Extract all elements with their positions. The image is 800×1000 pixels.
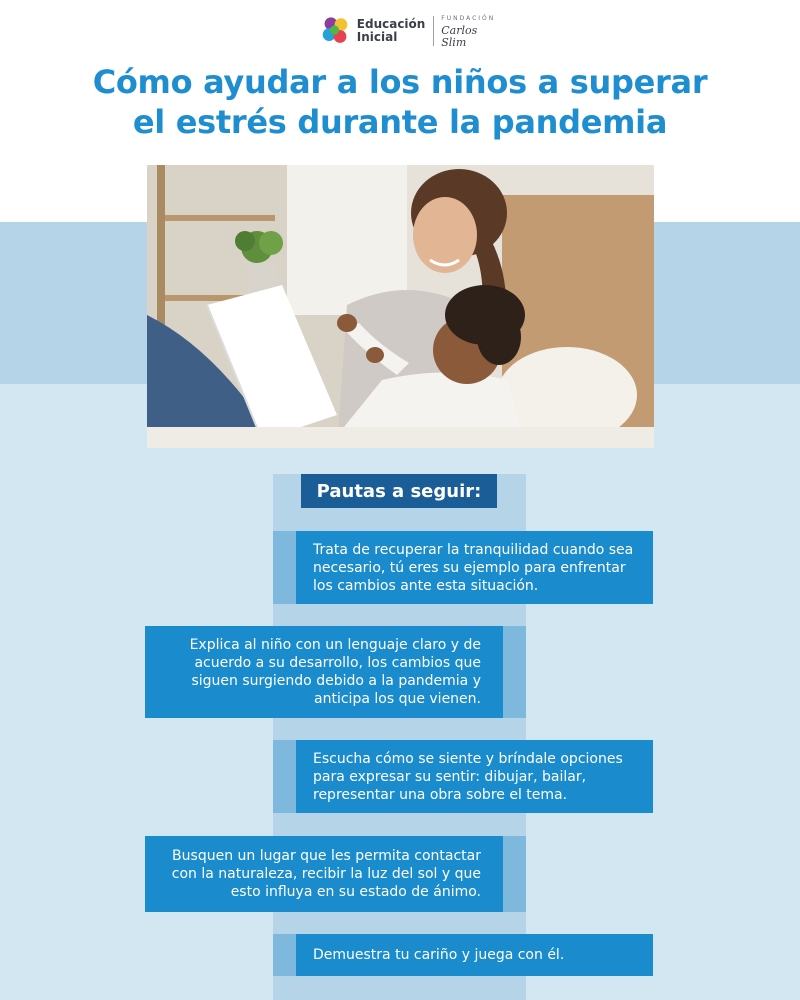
tip-text: Demuestra tu cariño y juega con él. (296, 934, 653, 976)
logo-divider (433, 16, 434, 46)
tip-accent (503, 626, 526, 718)
tip-text: Explica al niño con un lenguaje claro y de acuerdo a su desarrollo, los cambios que siguen surgiendo debido a la pandemia y anticipa los que vienen. (145, 626, 503, 718)
page-title (60, 62, 740, 142)
tip-card (145, 836, 526, 912)
foundation-label: FUNDACIÓN (441, 15, 496, 22)
tip-accent (503, 836, 526, 912)
tip-accent (273, 531, 296, 604)
logo (320, 10, 500, 52)
tip-accent (273, 740, 296, 813)
tip-card (273, 740, 653, 813)
hands-logo-icon (320, 13, 353, 49)
tip-card (145, 626, 526, 718)
tip-text: Trata de recuperar la tranquilidad cuando sea necesario, tú eres su ejemplo para enfrentar los cambios ante esta situación. (296, 531, 653, 604)
section-heading: Pautas a seguir: (301, 474, 497, 508)
tip-card (273, 531, 653, 604)
foundation-name: Carlos Slim (441, 24, 478, 49)
tip-text: Busquen un lugar que les permita contactar con la naturaleza, recibir la luz del sol y que esto influya en su estado de ánimo. (145, 836, 503, 912)
tip-text: Escucha cómo se siente y bríndale opciones para expresar su sentir: dibujar, bailar, representar una obra sobre el tema. (296, 740, 653, 813)
photo-mother-child-reading (147, 165, 654, 448)
photo-illustration (147, 165, 654, 448)
title-line2: el estrés durante la pandemia (132, 103, 668, 141)
brand-line2: Inicial (356, 30, 398, 44)
tip-accent (273, 934, 296, 976)
title-line1: Cómo ayudar a los niños a superar (92, 63, 708, 101)
brand-line1: Educación (356, 17, 426, 31)
tip-card (273, 934, 653, 976)
